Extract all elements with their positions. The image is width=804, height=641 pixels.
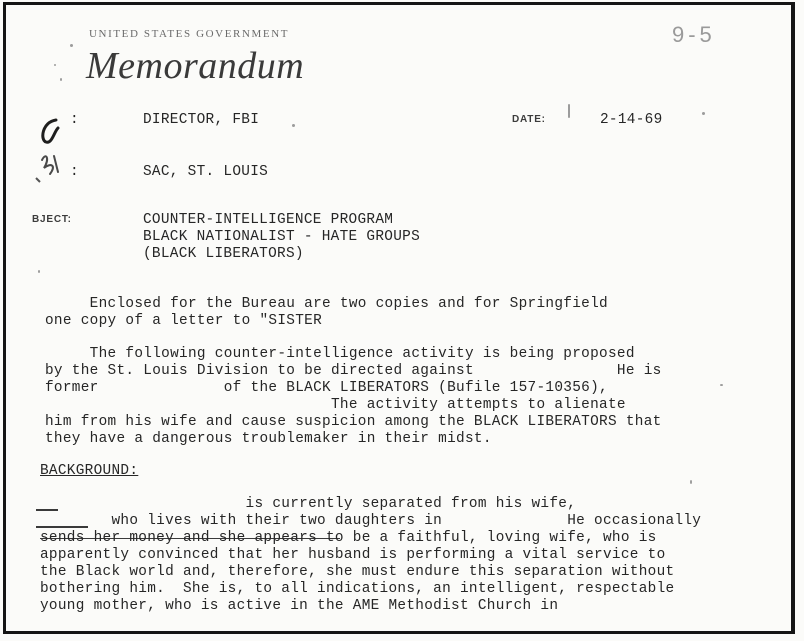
scan-speck <box>720 384 723 386</box>
from-label: : <box>70 164 79 180</box>
body-line: by the St. Louis Division to be directed against He is <box>45 363 662 379</box>
scan-speck <box>690 480 692 484</box>
from-value: SAC, ST. LOUIS <box>143 164 269 180</box>
background-heading: BACKGROUND: <box>40 463 139 479</box>
file-number-mark: 9-5 <box>672 22 716 47</box>
body-line: Enclosed for the Bureau are two copies and for Springfield <box>45 296 608 312</box>
scan-speck <box>54 64 56 66</box>
scan-speck <box>60 78 62 81</box>
agency-header: UNITED STATES GOVERNMENT <box>89 28 290 40</box>
memo-title: Memorandum <box>86 45 305 87</box>
body-line: bothering him. She is, to all indications, an intelligent, respectable <box>40 581 675 597</box>
subject-label: BJECT: <box>32 214 72 225</box>
body-line: The following counter-intelligence activity is being proposed <box>45 346 635 362</box>
body-line: one copy of a letter to "SISTER <box>45 313 323 329</box>
body-line: who lives with their two daughters in He occasionally <box>40 513 702 529</box>
to-label: : <box>70 112 79 128</box>
scan-speck <box>70 44 73 47</box>
body-line: they have a dangerous troublemaker in their midst. <box>45 431 492 447</box>
body-line: former of the BLACK LIBERATORS (Bufile 157-10356), <box>45 380 608 396</box>
scan-speck <box>292 124 295 127</box>
date-value: 2-14-69 <box>600 112 663 128</box>
scan-speck <box>38 270 40 273</box>
body-line: The activity attempts to alienate <box>45 397 626 413</box>
body-line: the Black world and, therefore, she must endure this separation without <box>40 564 675 580</box>
subject-line: COUNTER-INTELLIGENCE PROGRAM <box>143 212 394 228</box>
to-value: DIRECTOR, FBI <box>143 112 260 128</box>
body-line: him from his wife and cause suspicion among the BLACK LIBERATORS that <box>45 414 662 430</box>
subject-line: (BLACK LIBERATORS) <box>143 246 304 262</box>
body-line: is currently separated from his wife, <box>40 496 577 512</box>
body-line: sends her money and she appears to be a faithful, loving wife, who is <box>40 530 657 546</box>
body-line: apparently convinced that her husband is performing a vital service to <box>40 547 666 563</box>
scan-speck <box>568 104 570 118</box>
body-line: young mother, who is active in the AME Methodist Church in <box>40 598 559 614</box>
scan-speck <box>702 112 705 115</box>
subject-line: BLACK NATIONALIST - HATE GROUPS <box>143 229 421 245</box>
date-label: DATE: <box>512 114 546 125</box>
